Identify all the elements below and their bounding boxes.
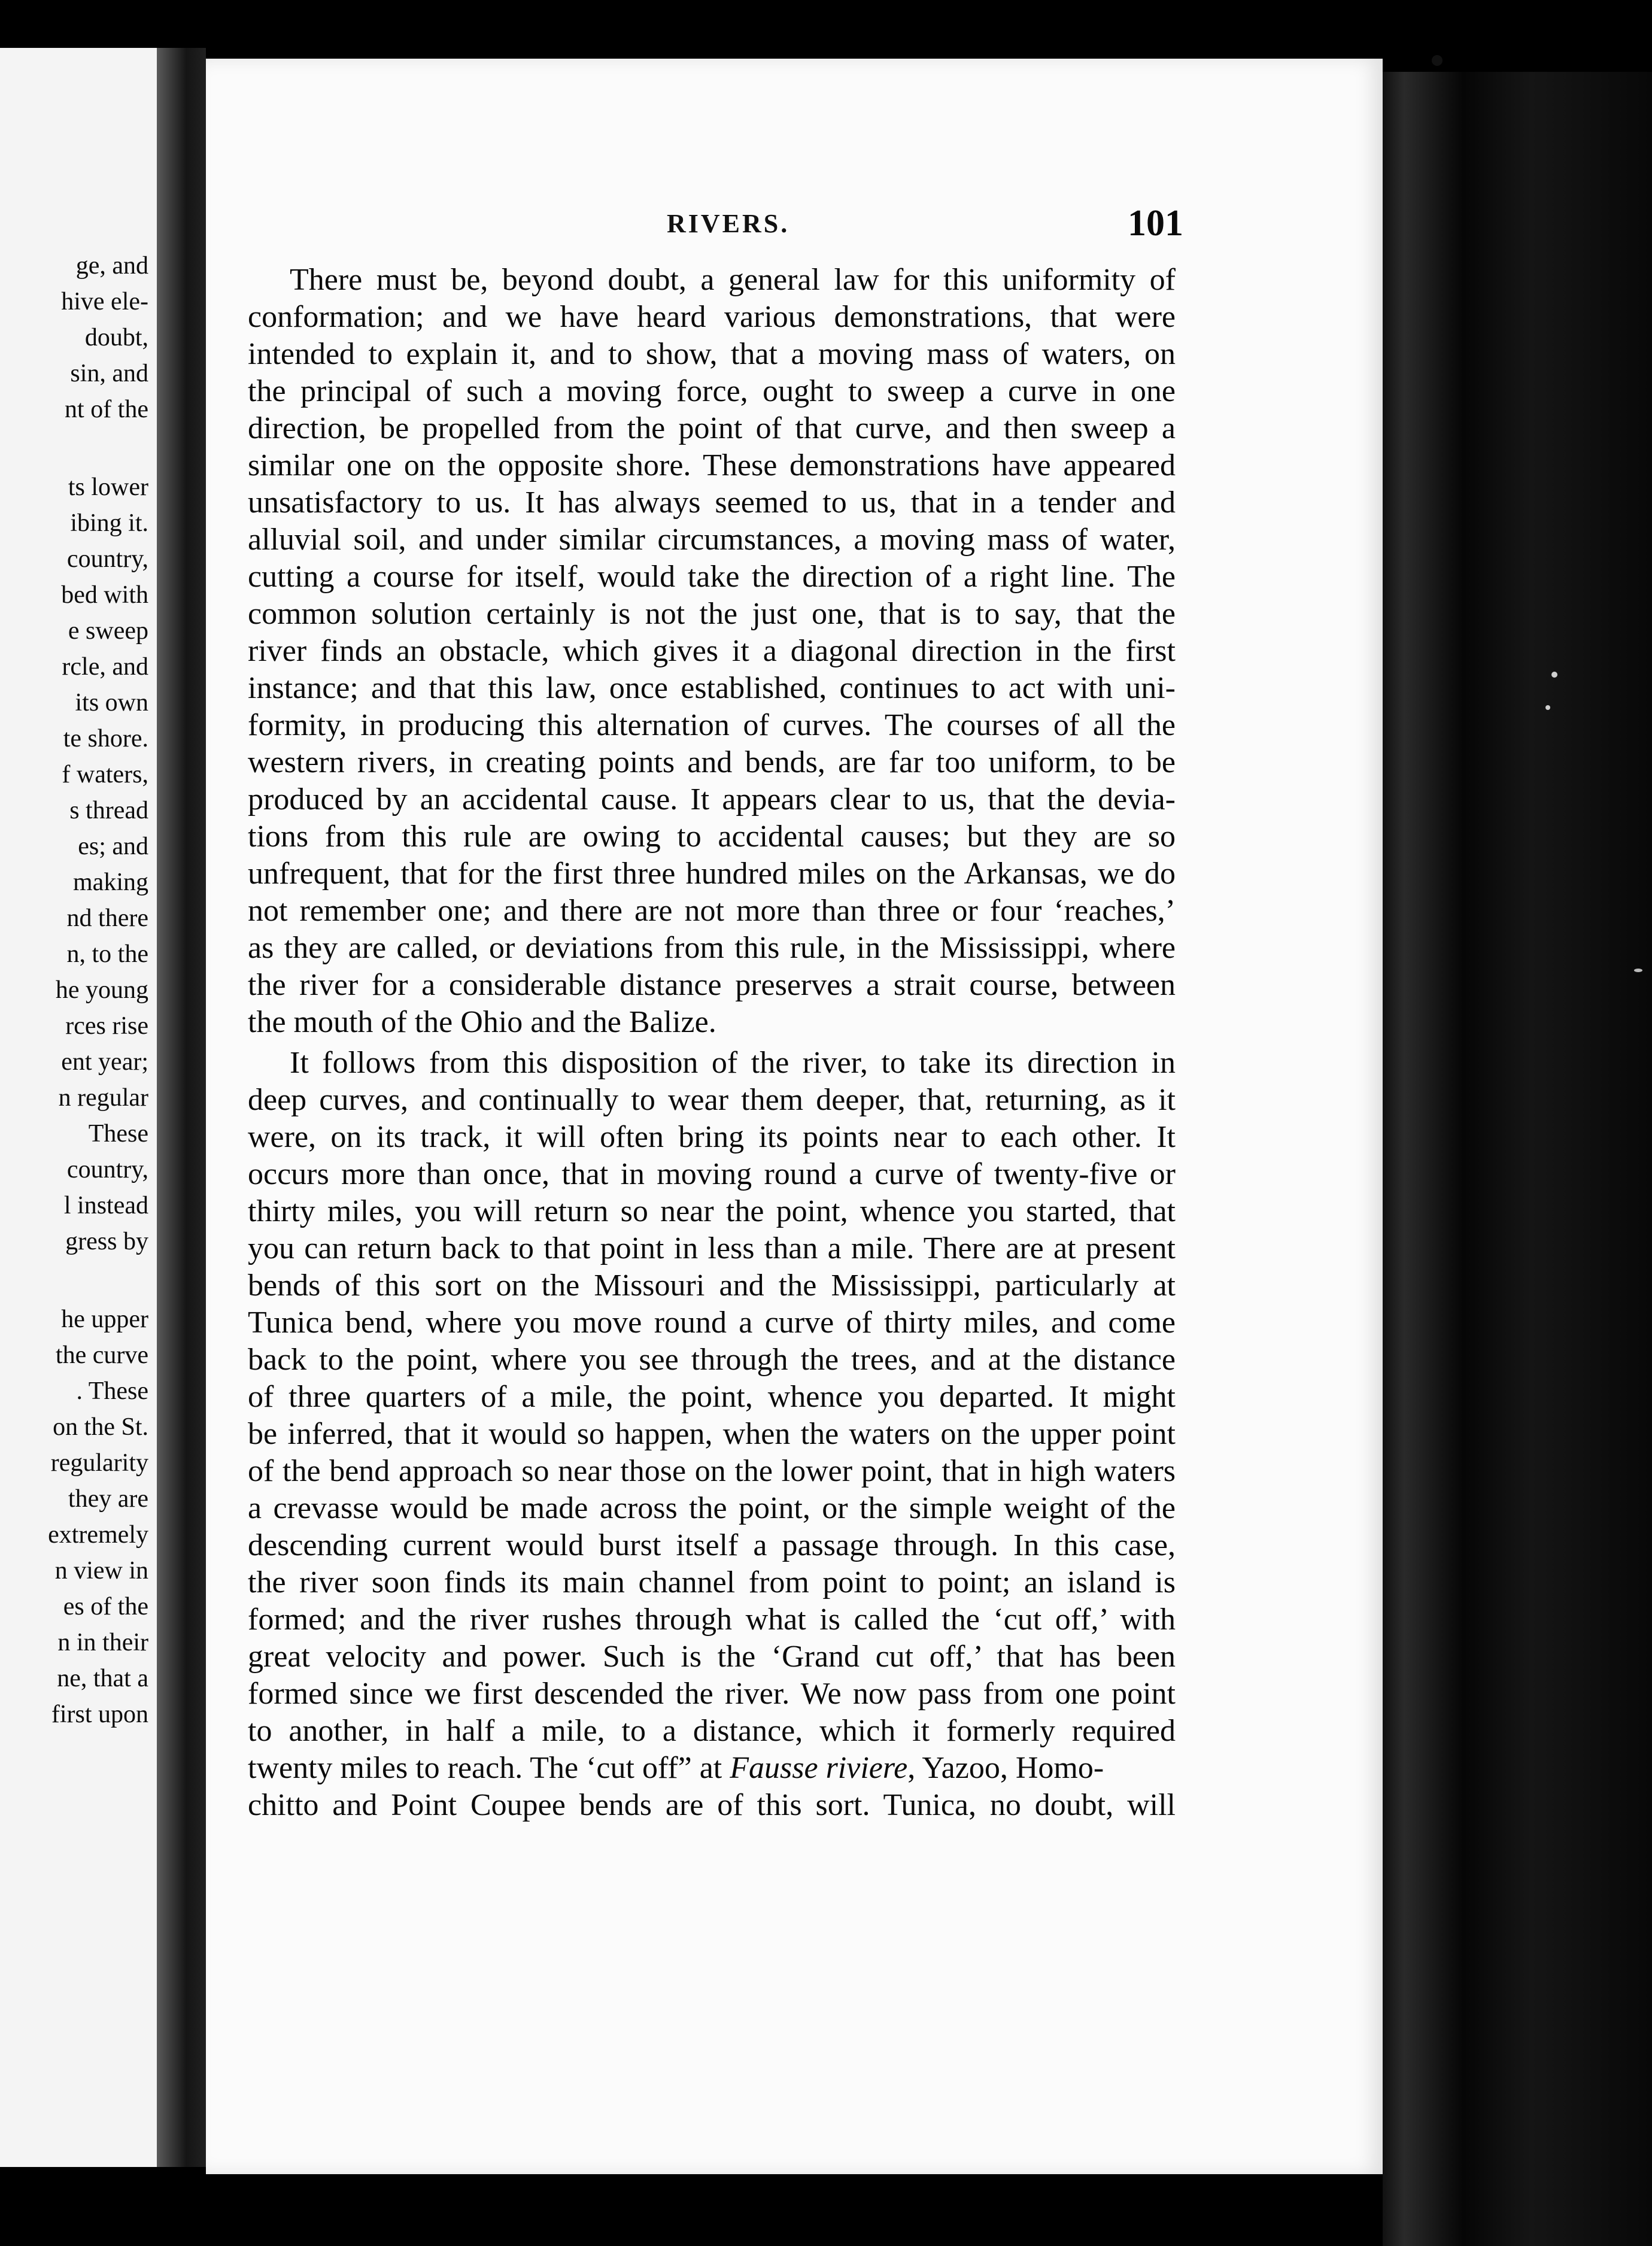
page xyxy=(206,59,1383,2174)
text-line: western rivers, in creating points and bends, are far too uniform, to be xyxy=(248,745,1176,779)
text-line: conformation; and we have heard various demonstrations, that were xyxy=(248,300,1176,334)
text-line: of three quarters of a mile, the point, whence you departed. It might xyxy=(248,1380,1176,1414)
facing-page-line: f waters, xyxy=(62,761,148,788)
facing-page-line: te shore. xyxy=(63,725,148,752)
text-line: were, on its track, it will often bring its points near to each other. It xyxy=(248,1120,1176,1154)
facing-page-line: nd there xyxy=(66,905,148,932)
facing-page-line: its own xyxy=(75,689,148,717)
text-line: chitto and Point Coupee bends are of this sort. Tunica, no doubt, will xyxy=(248,1788,1176,1822)
running-head: RIVERS. xyxy=(667,209,790,238)
facing-page-line: n in their xyxy=(57,1629,148,1656)
text-line: bends of this sort on the Missouri and the Mississippi, particularly at xyxy=(248,1268,1176,1303)
text-line: to another, in half a mile, to a distance, which it formerly required xyxy=(248,1714,1176,1748)
text-line: formed since we first descended the river. We now pass from one point xyxy=(248,1677,1176,1711)
text-line: occurs more than once, that in moving round a curve of twenty-five or xyxy=(248,1157,1176,1191)
facing-page-line: n regular xyxy=(58,1084,148,1112)
text-line: of the bend approach so near those on the lower point, that in high waters xyxy=(248,1454,1176,1488)
facing-page-line: s thread xyxy=(69,797,148,824)
text-line: be inferred, that it would so happen, when the waters on the upper point xyxy=(248,1417,1176,1451)
facing-page-line: bed with xyxy=(61,581,148,609)
scan-speck xyxy=(1432,55,1443,66)
text-line: the mouth of the Ohio and the Balize. xyxy=(248,1005,716,1039)
facing-page-line: es of the xyxy=(63,1593,148,1620)
text-line: a crevasse would be made across the point, or the simple weight of the xyxy=(248,1491,1176,1525)
text-line: formed; and the river rushes through what is called the ‘cut off,’ with xyxy=(248,1602,1176,1637)
facing-page-line: first upon xyxy=(51,1701,148,1728)
facing-page-line: ent year; xyxy=(61,1048,148,1076)
facing-page-line: regularity xyxy=(50,1449,148,1477)
text-segment: twenty miles to reach. The ‘cut off” at xyxy=(248,1751,722,1785)
scan-speck xyxy=(1551,672,1557,678)
facing-page-line: the curve xyxy=(55,1341,148,1369)
text-line: alluvial soil, and under similar circumstances, a moving mass of water, xyxy=(248,523,1176,557)
facing-page-line: ne, that a xyxy=(57,1665,148,1692)
page-edge-shadow xyxy=(1383,72,1652,2246)
facing-page-line: they are xyxy=(68,1485,148,1513)
facing-page-line: ts lower xyxy=(68,474,148,501)
facing-page-line: country, xyxy=(66,1156,148,1183)
facing-page-line: he young xyxy=(55,976,148,1004)
text-line xyxy=(248,1750,1176,1786)
text-line: descending current would burst itself a passage through. In this case, xyxy=(248,1528,1176,1562)
facing-page-line: making xyxy=(73,869,148,896)
facing-page-line: e sweep xyxy=(68,617,148,645)
facing-page-line: n, to the xyxy=(66,940,148,968)
facing-page-line: extremely xyxy=(48,1521,148,1549)
text-line: the principal of such a moving force, ought to sweep a curve in one xyxy=(248,374,1176,408)
page-number: 101 xyxy=(1128,203,1183,244)
text-line: unsatisfactory to us. It has always seemed to us, that in a tender and xyxy=(248,485,1176,520)
text-line: instance; and that this law, once established, continues to act with uni- xyxy=(248,671,1176,705)
facing-page-line: These xyxy=(88,1120,148,1148)
text-line: cutting a course for itself, would take the direction of a right line. The xyxy=(248,560,1176,594)
facing-page-line: country, xyxy=(66,545,148,573)
scan-speck xyxy=(1634,969,1642,972)
text-line: direction, be propelled from the point of that curve, and then sweep a xyxy=(248,411,1176,445)
text-line: great velocity and power. Such is the ‘Grand cut off,’ that has been xyxy=(248,1640,1176,1674)
scan-speck xyxy=(1545,705,1550,710)
facing-page-line: ibing it. xyxy=(70,509,148,537)
facing-page-line: ge, and xyxy=(75,252,148,280)
text-line: There must be, beyond doubt, a general law for this uniformity of xyxy=(290,263,1176,297)
body-text xyxy=(206,59,1383,2174)
facing-page-line: on the St. xyxy=(53,1413,148,1441)
text-line: produced by an accidental cause. It appears clear to us, that the devia- xyxy=(248,782,1176,817)
text-line: formity, in producing this alternation of curves. The courses of all the xyxy=(248,708,1176,742)
facing-page-line: rcle, and xyxy=(62,653,148,681)
facing-page-line: hive ele- xyxy=(61,288,148,315)
facing-page-line: sin, and xyxy=(70,360,148,387)
text-line: as they are called, or deviations from this rule, in the Mississippi, where xyxy=(248,931,1176,965)
facing-page-line: l instead xyxy=(63,1192,148,1219)
italic-place-name: Fausse riviere xyxy=(730,1751,908,1785)
text-line: you can return back to that point in less than a mile. There are at present xyxy=(248,1231,1176,1265)
facing-page-line: he upper xyxy=(61,1306,148,1333)
facing-page-line: es; and xyxy=(78,833,148,860)
text-line: Tunica bend, where you move round a curve of thirty miles, and come xyxy=(248,1306,1176,1340)
text-line: deep curves, and continually to wear them deeper, that, returning, as it xyxy=(248,1083,1176,1117)
text-line: thirty miles, you will return so near the point, whence you started, that xyxy=(248,1194,1176,1228)
text-line: back to the point, where you see through the trees, and at the distance xyxy=(248,1343,1176,1377)
facing-page-line: nt of the xyxy=(65,396,148,423)
text-line: similar one on the opposite shore. These demonstrations have appeared xyxy=(248,448,1176,482)
text-line: common solution certainly is not the just one, that is to say, that the xyxy=(248,597,1176,631)
book-gutter xyxy=(157,48,206,2167)
facing-page-fragment xyxy=(0,48,157,2167)
facing-page-line: . These xyxy=(76,1377,148,1405)
facing-page-line: n view in xyxy=(54,1557,148,1585)
text-line: the river soon finds its main channel from point to point; an island is xyxy=(248,1565,1176,1599)
text-line: It follows from this disposition of the river, to take its direction in xyxy=(290,1046,1176,1080)
text-line: unfrequent, that for the first three hundred miles on the Arkansas, we do xyxy=(248,857,1176,891)
text-line: river finds an obstacle, which gives it a diagonal direction in the first xyxy=(248,634,1176,668)
text-line: tions from this rule are owing to accidental causes; but they are so xyxy=(248,820,1176,854)
text-line: not remember one; and there are not more than three or four ‘reaches,’ xyxy=(248,894,1176,928)
facing-page-line: gress by xyxy=(65,1228,148,1255)
facing-page-line: rces rise xyxy=(65,1012,148,1040)
text-line: intended to explain it, and to show, that a moving mass of waters, on xyxy=(248,337,1176,371)
text-line: the river for a considerable distance preserves a strait course, between xyxy=(248,968,1176,1002)
facing-page-line: doubt, xyxy=(84,324,148,351)
text-segment: , Yazoo, Homo- xyxy=(907,1751,1104,1785)
